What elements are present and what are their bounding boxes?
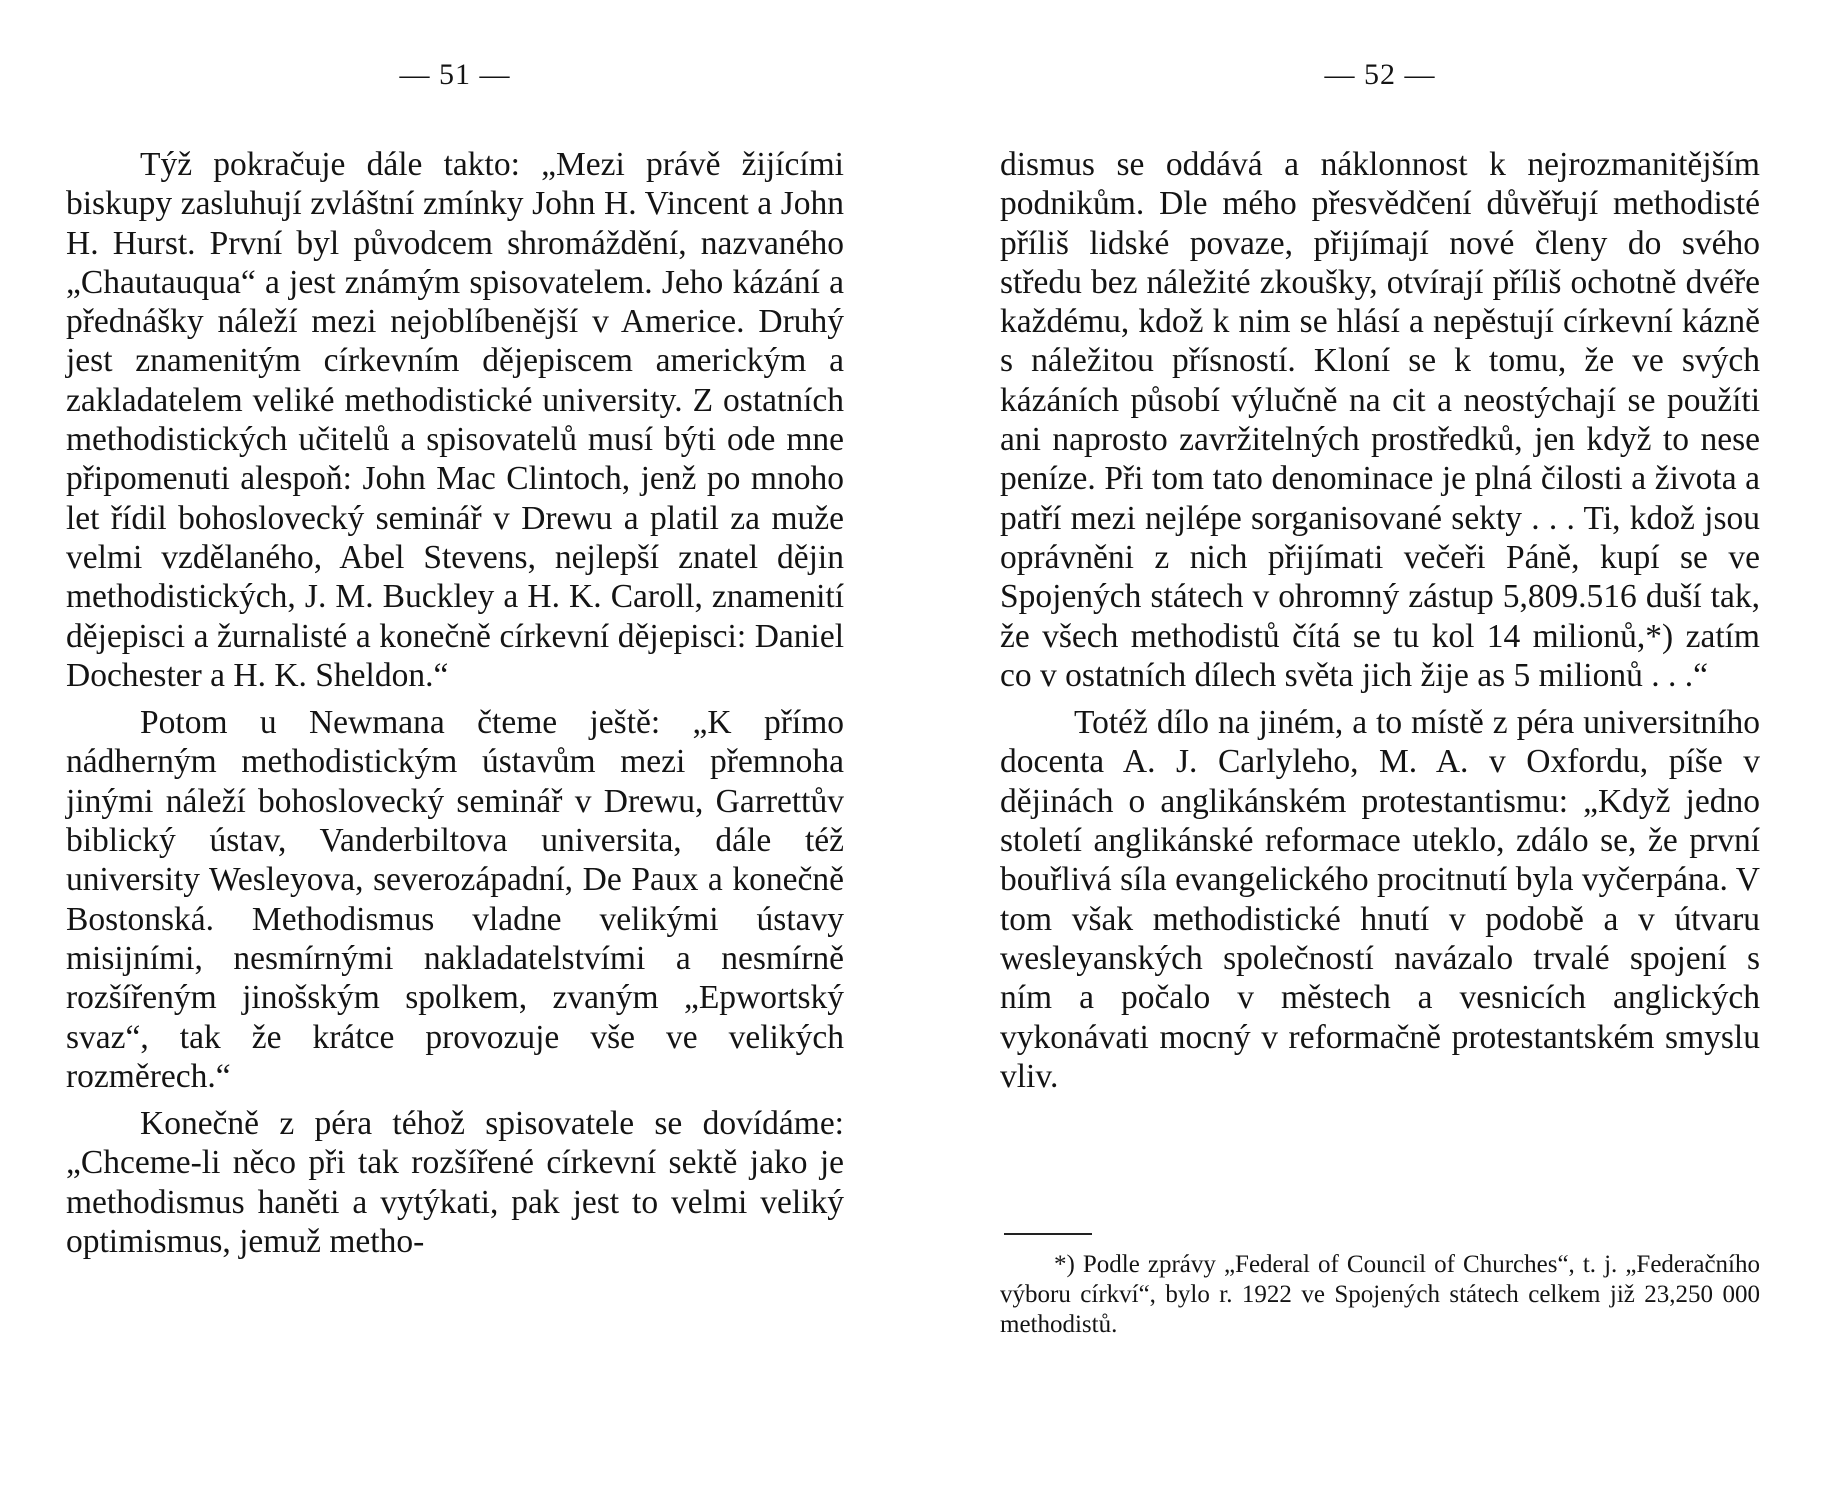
page-number-left: — 51 — bbox=[399, 58, 511, 91]
page-number-right: — 52 — bbox=[1324, 58, 1436, 91]
paragraph: Potom u Newmana čteme ještě: „K přímo nádherným methodistickým ústavům mezi přemnoha jinými náleží bohoslovecký seminář v Drewu, Garrettův biblický ústav, Vanderbiltova universita, dále též university Wesleyova, severozápadní, De Paux a konečně Bostonská. Methodismus vladne velikými ústavy misijními, nesmírnými nakladatelstvími a nesmírně rozšířeným jinošským spolkem, zvaným „Epwortský svaz“, tak že krátce provozuje vše ve velikých rozměrech.“ bbox=[66, 704, 844, 1095]
left-page-text bbox=[66, 145, 844, 1269]
paragraph: Konečně z péra téhož spisovatele se dovídáme: „Chceme-li něco při tak rozšířené církevní sektě jako je methodismus haněti a vytýkati, pak jest to velmi veliký optimismus, jemuž metho- bbox=[66, 1105, 844, 1261]
paragraph: dismus se oddává a náklonnost k nejrozmanitějším podnikům. Dle mého přesvědčení důvěřují methodisté příliš lidské povaze, přijímají nové členy do svého středu bez náležité zkoušky, otvírají příliš ochotně dvéře každému, kdož k nim se hlásí a nepěstují církevní kázně s náležitou přísností. Kloní se k tomu, že ve svých kázáních působí výlučně na cit a neostýchají se použíti ani naprosto zavržitelných prostředků, jen když to nese peníze. Při tom tato denominace je plná čilosti a života a patří mezi nejlépe sorganisované sekty . . . Ti, kdož jsou oprávněni z nich přijímati večeři Páně, kupí se ve Spojených státech v ohromný zástup 5,809.516 duší tak, že všech methodistů čítá se tu kol 14 milionů,*) zatím co v ostatních dílech světa jich žije as 5 milionů . . .“ bbox=[1000, 146, 1760, 694]
right-page-text bbox=[1000, 145, 1760, 1104]
paragraph: Týž pokračuje dále takto: „Mezi právě žijícími biskupy zasluhují zvláštní zmínky John H. Vincent a John H. Hurst. První byl původcem shromáždění, nazvaného „Chautauqua“ a jest známým spisovatelem. Jeho kázání a přednášky náleží mezi nejoblíbenější v Americe. Druhý jest znamenitým církevním dějepiscem americkým a zakladatelem veliké methodistické university. Z ostatních methodistických učitelů a spisovatelů musí býti ode mne připomenuti alespoň: John Mac Clintoch, jenž po mnoho let řídil bohoslovecký seminář v Drewu a platil za muže velmi vzdělaného, Abel Stevens, nejlepší znatel dějin methodistických, J. M. Buckley a H. K. Caroll, znamenití dějepisci a žurnalisté a konečně církevní dějepisci: Daniel Dochester a H. K. Sheldon.“ bbox=[66, 146, 844, 694]
right-page bbox=[1000, 0, 1760, 1501]
paragraph: Totéž dílo na jiném, a to místě z péra universitního docenta A. J. Carlyleho, M. A. v Oxfordu, píše v dějinách o anglikánském protestantismu: „Když jedno století anglikánské reformace uteklo, zdálo se, že první bouřlivá síla evangelického procitnutí byla vyčerpána. V tom však methodistické hnutí v podobě a v útvaru wesleyanských společností navázalo trvalé spojení s ním a počalo v městech a vesnicích anglických vykonávati mocný v reformačně protestantském smyslu vliv. bbox=[1000, 704, 1760, 1095]
footnote-divider bbox=[1004, 1233, 1092, 1235]
left-page bbox=[66, 0, 844, 1501]
footnote: *) Podle zprávy „Federal of Council of Churches“, t. j. „Federačního výboru církví“, bylo r. 1922 ve Spojených státech celkem již 23,250 000 methodistů. bbox=[1000, 1251, 1760, 1338]
